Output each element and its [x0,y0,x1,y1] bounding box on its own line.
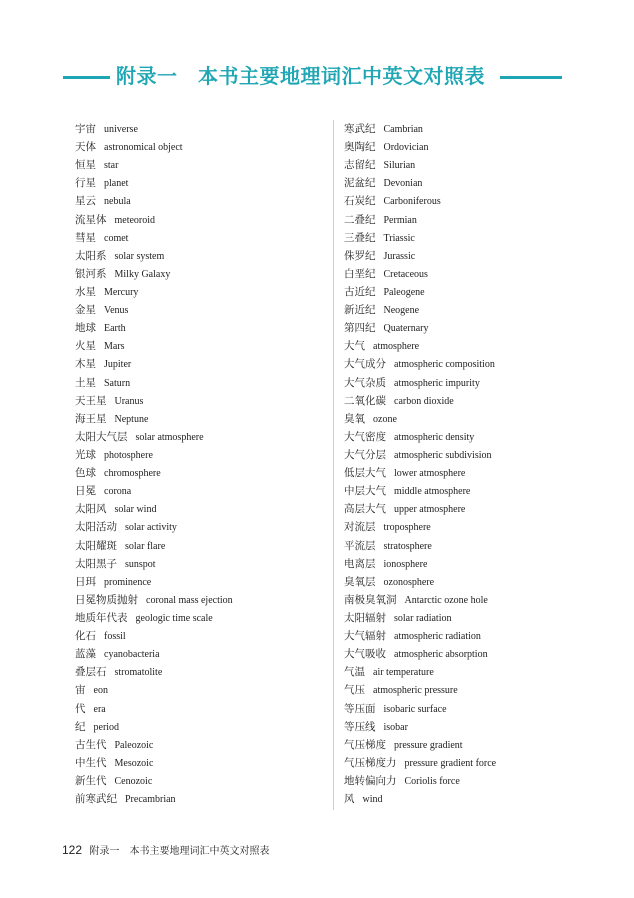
term-english: stromatolite [114,667,163,679]
glossary-entry [344,537,584,555]
glossary-entry [344,446,584,464]
term-english: Mercury [104,286,139,298]
glossary-entry [344,681,584,699]
term-chinese: 大气 [344,340,365,353]
term-chinese: 大气成分 [344,358,386,371]
glossary-entry [344,663,584,681]
term-english: atmospheric density [394,431,475,443]
term-chinese: 等压线 [344,720,376,733]
glossary-entry [75,374,325,392]
term-english: Triassic [383,232,415,244]
term-chinese: 白垩纪 [344,267,376,280]
term-chinese: 气压梯度 [344,738,386,751]
term-english: atmospheric subdivision [394,449,492,461]
glossary-entry [75,591,325,609]
term-english: stratosphere [383,540,432,552]
title-rule-right [500,76,562,79]
term-chinese: 气压梯度力 [344,756,397,769]
term-english: universe [104,124,138,135]
term-chinese: 电离层 [344,557,376,570]
glossary-entry [75,518,325,536]
term-chinese: 古生代 [75,738,107,751]
term-chinese: 天王星 [75,394,107,407]
term-english: Uranus [114,395,144,407]
term-chinese: 平流层 [344,539,376,552]
glossary-entry [344,645,584,663]
term-chinese: 臭氧层 [344,575,376,588]
glossary-entry [75,645,325,663]
glossary-entry [344,772,584,790]
term-english: atmospheric pressure [373,685,458,697]
glossary-entry [344,247,584,265]
term-english: coronal mass ejection [146,594,233,606]
term-chinese: 气温 [344,666,365,679]
term-chinese: 太阳耀斑 [75,539,117,552]
term-chinese: 蓝藻 [75,648,96,661]
term-chinese: 太阳辐射 [344,611,386,624]
term-chinese: 太阳活动 [75,521,117,534]
glossary-entry [344,518,584,536]
term-chinese: 中生代 [75,756,107,769]
term-chinese: 水星 [75,285,96,298]
glossary-entry [344,138,584,156]
term-english: Cenozoic [114,775,153,787]
term-english: Carboniferous [383,196,441,208]
term-english: troposphere [383,522,431,534]
term-english: solar activity [125,522,177,534]
glossary-entry [344,301,584,319]
term-english: astronomical object [104,142,183,154]
term-chinese: 天体 [75,141,96,154]
term-chinese: 日珥 [75,575,96,588]
term-chinese: 化石 [75,630,96,643]
term-english: era [93,703,106,715]
term-english: Antarctic ozone hole [404,594,488,606]
glossary-entry [75,772,325,790]
glossary-entry [344,319,584,337]
term-english: solar flare [125,540,166,552]
term-chinese: 宇宙 [75,123,96,135]
term-english: atmospheric impurity [394,377,480,389]
term-chinese: 日冕物质抛射 [75,593,138,606]
term-chinese: 代 [75,702,86,715]
term-chinese: 新近纪 [344,304,376,317]
glossary-entry [75,283,325,301]
term-english: Earth [104,323,126,335]
term-chinese: 土星 [75,376,96,389]
glossary-entry [75,790,325,808]
term-english: comet [104,232,129,244]
term-chinese: 叠层石 [75,666,107,679]
term-english: carbon dioxide [394,395,454,407]
term-english: Devonian [383,178,423,190]
term-english: Permian [383,214,417,226]
glossary-entry [75,138,325,156]
term-chinese: 地球 [75,322,96,335]
term-english: Precambrian [125,794,176,806]
term-english: Saturn [104,377,131,389]
term-english: atmospheric composition [394,359,495,371]
glossary-entry [344,700,584,718]
term-chinese: 星云 [75,195,96,208]
glossary-entry [75,301,325,319]
glossary-entry [75,192,325,210]
term-english: Mesozoic [114,757,154,769]
term-english: corona [104,486,132,498]
term-chinese: 前寒武纪 [75,793,117,806]
term-chinese: 新生代 [75,774,107,787]
term-chinese: 金星 [75,304,96,317]
term-chinese: 银河系 [75,267,107,280]
glossary-entry [344,120,584,138]
glossary-entry [344,555,584,573]
glossary-entry [75,156,325,174]
glossary-entry [344,428,584,446]
glossary-entry [344,283,584,301]
term-english: cyanobacteria [104,649,160,661]
term-chinese: 奥陶纪 [344,141,376,154]
term-chinese: 低层大气 [344,467,386,480]
term-chinese: 太阳大气层 [75,430,128,443]
term-chinese: 三叠纪 [344,231,376,244]
term-english: wind [362,794,383,806]
term-chinese: 古近纪 [344,285,376,298]
term-chinese: 石炭纪 [344,195,376,208]
term-english: air temperature [373,667,434,679]
term-english: isobar [383,721,408,733]
term-english: upper atmosphere [394,504,466,516]
glossary-entry [75,265,325,283]
term-chinese: 太阳系 [75,249,107,262]
term-english: solar atmosphere [135,431,204,443]
term-chinese: 志留纪 [344,159,376,172]
glossary-entry [75,627,325,645]
glossary-entry [75,736,325,754]
term-english: middle atmosphere [394,486,471,498]
glossary-entry [75,410,325,428]
term-chinese: 大气分层 [344,448,386,461]
term-english: Ordovician [383,142,429,154]
term-english: prominence [104,576,152,588]
page-header [0,56,634,96]
term-english: ionosphere [383,558,428,570]
glossary-entry [75,663,325,681]
term-english: solar radiation [394,612,452,624]
term-chinese: 臭氧 [344,412,365,425]
term-chinese: 木星 [75,358,96,371]
term-chinese: 大气杂质 [344,376,386,389]
glossary-entry [75,537,325,555]
term-chinese: 南极臭氧洞 [344,593,397,606]
glossary-entry [75,247,325,265]
term-chinese: 大气密度 [344,430,386,443]
term-chinese: 行星 [75,177,96,190]
term-english: Neptune [114,413,149,425]
glossary-entry [344,337,584,355]
glossary-entry [344,718,584,736]
glossary-entry [75,337,325,355]
term-chinese: 太阳黑子 [75,557,117,570]
glossary-column-left [75,120,325,808]
term-chinese: 大气辐射 [344,630,386,643]
term-chinese: 等压面 [344,702,376,715]
glossary-entry [75,446,325,464]
glossary-entry [75,229,325,247]
term-english: solar wind [114,504,157,516]
term-english: Coriolis force [404,775,460,787]
term-english: Venus [104,305,129,317]
glossary-entry [75,174,325,192]
footer-title: 附录一 本书主要地理词汇中英文对照表 [89,846,270,857]
glossary-entry [344,192,584,210]
glossary-entry [344,482,584,500]
glossary-entry [344,265,584,283]
term-english: Paleozoic [114,739,154,751]
term-english: ozone [373,413,397,425]
glossary-entry [344,156,584,174]
term-english: Quaternary [383,323,429,335]
title-rule-left [63,76,110,79]
glossary-entry [344,374,584,392]
term-chinese: 日冕 [75,485,96,498]
glossary-entry [75,754,325,772]
term-english: geologic time scale [135,612,213,624]
page-footer [62,842,270,857]
term-english: meteoroid [114,214,156,226]
term-english: atmosphere [373,341,420,353]
term-chinese: 对流层 [344,521,376,534]
glossary-entry [75,700,325,718]
glossary-entry [75,609,325,627]
glossary-entry [344,627,584,645]
term-chinese: 泥盆纪 [344,177,376,190]
term-english: Cretaceous [383,268,428,280]
term-chinese: 气压 [344,684,365,697]
term-english: atmospheric absorption [394,649,488,661]
term-chinese: 光球 [75,448,96,461]
term-english: sunspot [125,558,156,570]
term-chinese: 宙 [75,684,86,697]
term-english: Jurassic [383,250,416,262]
term-chinese: 寒武纪 [344,123,376,135]
glossary-entry [75,681,325,699]
term-english: pressure gradient [394,739,463,751]
glossary-entry [75,319,325,337]
term-chinese: 二氧化碳 [344,394,386,407]
term-chinese: 侏罗纪 [344,249,376,262]
term-chinese: 火星 [75,340,96,353]
glossary-entry [75,555,325,573]
glossary-entry [344,573,584,591]
term-english: star [104,160,119,172]
term-chinese: 地质年代表 [75,611,128,624]
term-english: lower atmosphere [394,468,466,480]
term-english: nebula [104,196,131,208]
term-chinese: 第四纪 [344,322,376,335]
term-english: eon [93,685,108,697]
term-english: Milky Galaxy [114,268,171,280]
glossary-entry [75,500,325,518]
glossary-entry [344,355,584,373]
glossary-entry [344,174,584,192]
glossary-entry [344,464,584,482]
term-chinese: 纪 [75,720,86,733]
term-english: solar system [114,250,165,262]
glossary-entry [344,410,584,428]
term-english: planet [104,178,129,190]
term-chinese: 恒星 [75,159,96,172]
term-english: ozonosphere [383,576,435,588]
term-english: photosphere [104,449,153,461]
glossary-entry [344,211,584,229]
term-chinese: 高层大气 [344,503,386,516]
term-english: Mars [104,341,125,353]
page-number: 122 [62,843,83,857]
glossary-entry [75,428,325,446]
glossary-entry [344,754,584,772]
term-chinese: 地转偏向力 [344,774,397,787]
glossary-entry [75,573,325,591]
term-english: Neogene [383,305,420,317]
term-chinese: 流星体 [75,213,107,226]
term-english: Silurian [383,160,416,172]
glossary-entry [75,211,325,229]
term-chinese: 海王星 [75,412,107,425]
term-chinese: 太阳风 [75,503,107,516]
term-english: period [93,721,120,733]
term-english: Jupiter [104,359,132,371]
term-chinese: 风 [344,793,355,806]
term-chinese: 大气吸收 [344,648,386,661]
term-chinese: 色球 [75,467,96,480]
glossary-entry [75,464,325,482]
column-divider [333,120,334,810]
glossary-entry [344,736,584,754]
glossary-entry [344,790,584,808]
glossary-entry [344,609,584,627]
term-english: Paleogene [383,286,425,298]
glossary-entry [344,229,584,247]
term-english: Cambrian [383,124,423,135]
glossary-entry [75,355,325,373]
glossary-entry [75,392,325,410]
glossary-entry [344,591,584,609]
glossary-column-right [344,120,584,808]
page-title: 附录一 本书主要地理词汇中英文对照表 [116,64,485,88]
term-english: pressure gradient force [404,757,497,769]
term-english: isobaric surface [383,703,447,715]
glossary-entry [75,120,325,138]
term-chinese: 中层大气 [344,485,386,498]
glossary-entry [344,500,584,518]
glossary-entry [344,392,584,410]
term-chinese: 二叠纪 [344,213,376,226]
term-english: fossil [104,631,126,643]
glossary-entry [75,718,325,736]
term-english: chromosphere [104,468,161,480]
term-english: atmospheric radiation [394,631,481,643]
term-chinese: 彗星 [75,231,96,244]
glossary-entry [75,482,325,500]
